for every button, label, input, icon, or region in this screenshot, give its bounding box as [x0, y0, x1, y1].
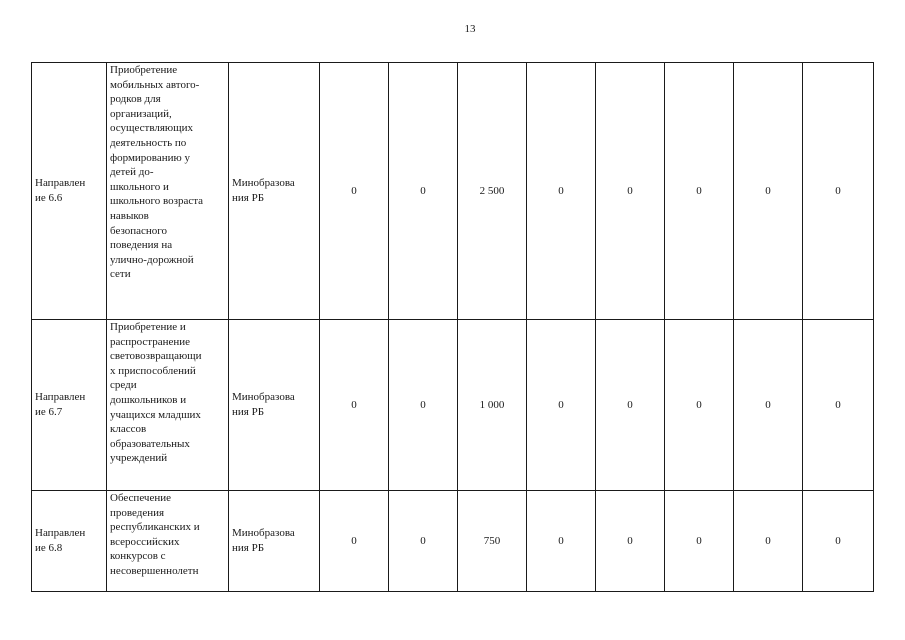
- funding-value-cell: 0: [803, 491, 874, 592]
- description-line: учреждений: [110, 452, 168, 465]
- description-line: дошкольников и: [110, 393, 187, 406]
- direction-cell: [32, 320, 107, 491]
- direction-line: ие 6.6: [35, 192, 63, 204]
- direction-line: Направлен: [35, 391, 86, 404]
- description-cell: [107, 63, 229, 320]
- description-line: организаций,: [110, 107, 172, 120]
- executor-cell: [229, 320, 320, 491]
- table-row: [32, 320, 874, 491]
- funding-value-cell: 0: [665, 320, 734, 491]
- description-line: осуществляющих: [110, 122, 193, 135]
- description-line: детей до-: [110, 166, 154, 179]
- funding-value-cell: 0: [734, 63, 803, 320]
- funding-value-cell: 2 500: [458, 63, 527, 320]
- description-line: учащихся младших: [110, 408, 201, 421]
- funding-value-cell: 0: [320, 491, 389, 592]
- description-line: сети: [110, 268, 131, 281]
- description-line: деятельность по: [110, 136, 187, 149]
- description-line: родков для: [110, 93, 161, 106]
- executor-line: Минобразова: [232, 391, 295, 404]
- page-number: 13: [464, 23, 476, 35]
- description-line: улично-дорожной: [110, 253, 194, 266]
- description-line: среди: [110, 379, 137, 392]
- table-body: [32, 63, 874, 592]
- description-line: конкурсов с: [110, 550, 166, 563]
- funding-value-cell: 0: [665, 491, 734, 592]
- description-line: классов: [110, 423, 147, 436]
- description-line: мобильных автого-: [110, 78, 200, 91]
- description-line: формированию у: [110, 151, 190, 164]
- direction-cell: [32, 491, 107, 592]
- funding-value-cell: 0: [596, 63, 665, 320]
- funding-value-cell: 0: [734, 320, 803, 491]
- program-table: [31, 62, 874, 592]
- funding-value-cell: 0: [389, 320, 458, 491]
- funding-value-cell: 1 000: [458, 320, 527, 491]
- description-line: республиканских и: [110, 521, 200, 534]
- description-line: поведения на: [110, 239, 173, 252]
- description-line: Обеспечение: [110, 492, 171, 504]
- direction-line: Направлен: [35, 177, 86, 190]
- executor-line: ния РБ: [232, 192, 265, 204]
- description-line: школьного возраста: [110, 195, 204, 208]
- description-line: безопасного: [110, 224, 168, 237]
- executor-line: ния РБ: [232, 542, 265, 554]
- funding-value-cell: 0: [527, 491, 596, 592]
- direction-line: ие 6.8: [35, 542, 63, 554]
- description-line: распространение: [110, 335, 191, 348]
- description-line: школьного и: [110, 180, 169, 193]
- executor-line: Минобразова: [232, 527, 295, 540]
- funding-value-cell: 0: [803, 63, 874, 320]
- table-row: [32, 63, 874, 320]
- description-line: световозвращающи: [110, 350, 202, 363]
- funding-value-cell: 0: [389, 63, 458, 320]
- description-line: всероссийских: [110, 535, 180, 548]
- direction-line: Направлен: [35, 527, 86, 540]
- description-line: Приобретение и: [110, 321, 186, 333]
- funding-value-cell: 0: [596, 491, 665, 592]
- funding-value-cell: 0: [389, 491, 458, 592]
- direction-cell: [32, 63, 107, 320]
- description-line: несовершеннолетн: [110, 564, 199, 577]
- funding-value-cell: 0: [527, 320, 596, 491]
- executor-line: Минобразова: [232, 177, 295, 190]
- funding-value-cell: 0: [665, 63, 734, 320]
- funding-value-cell: 0: [596, 320, 665, 491]
- description-line: проведения: [110, 506, 165, 519]
- direction-line: ие 6.7: [35, 406, 63, 418]
- table-row: [32, 491, 874, 592]
- description-cell: [107, 491, 229, 592]
- funding-value-cell: 0: [734, 491, 803, 592]
- funding-value-cell: 0: [803, 320, 874, 491]
- executor-cell: [229, 63, 320, 320]
- executor-line: ния РБ: [232, 406, 265, 418]
- funding-value-cell: 0: [320, 63, 389, 320]
- executor-cell: [229, 491, 320, 592]
- description-cell: [107, 320, 229, 491]
- funding-value-cell: 0: [320, 320, 389, 491]
- funding-value-cell: 750: [458, 491, 527, 592]
- description-line: Приобретение: [110, 64, 178, 76]
- description-line: образовательных: [110, 437, 190, 450]
- funding-value-cell: 0: [527, 63, 596, 320]
- description-line: х приспособлений: [110, 364, 196, 377]
- description-line: навыков: [110, 209, 149, 222]
